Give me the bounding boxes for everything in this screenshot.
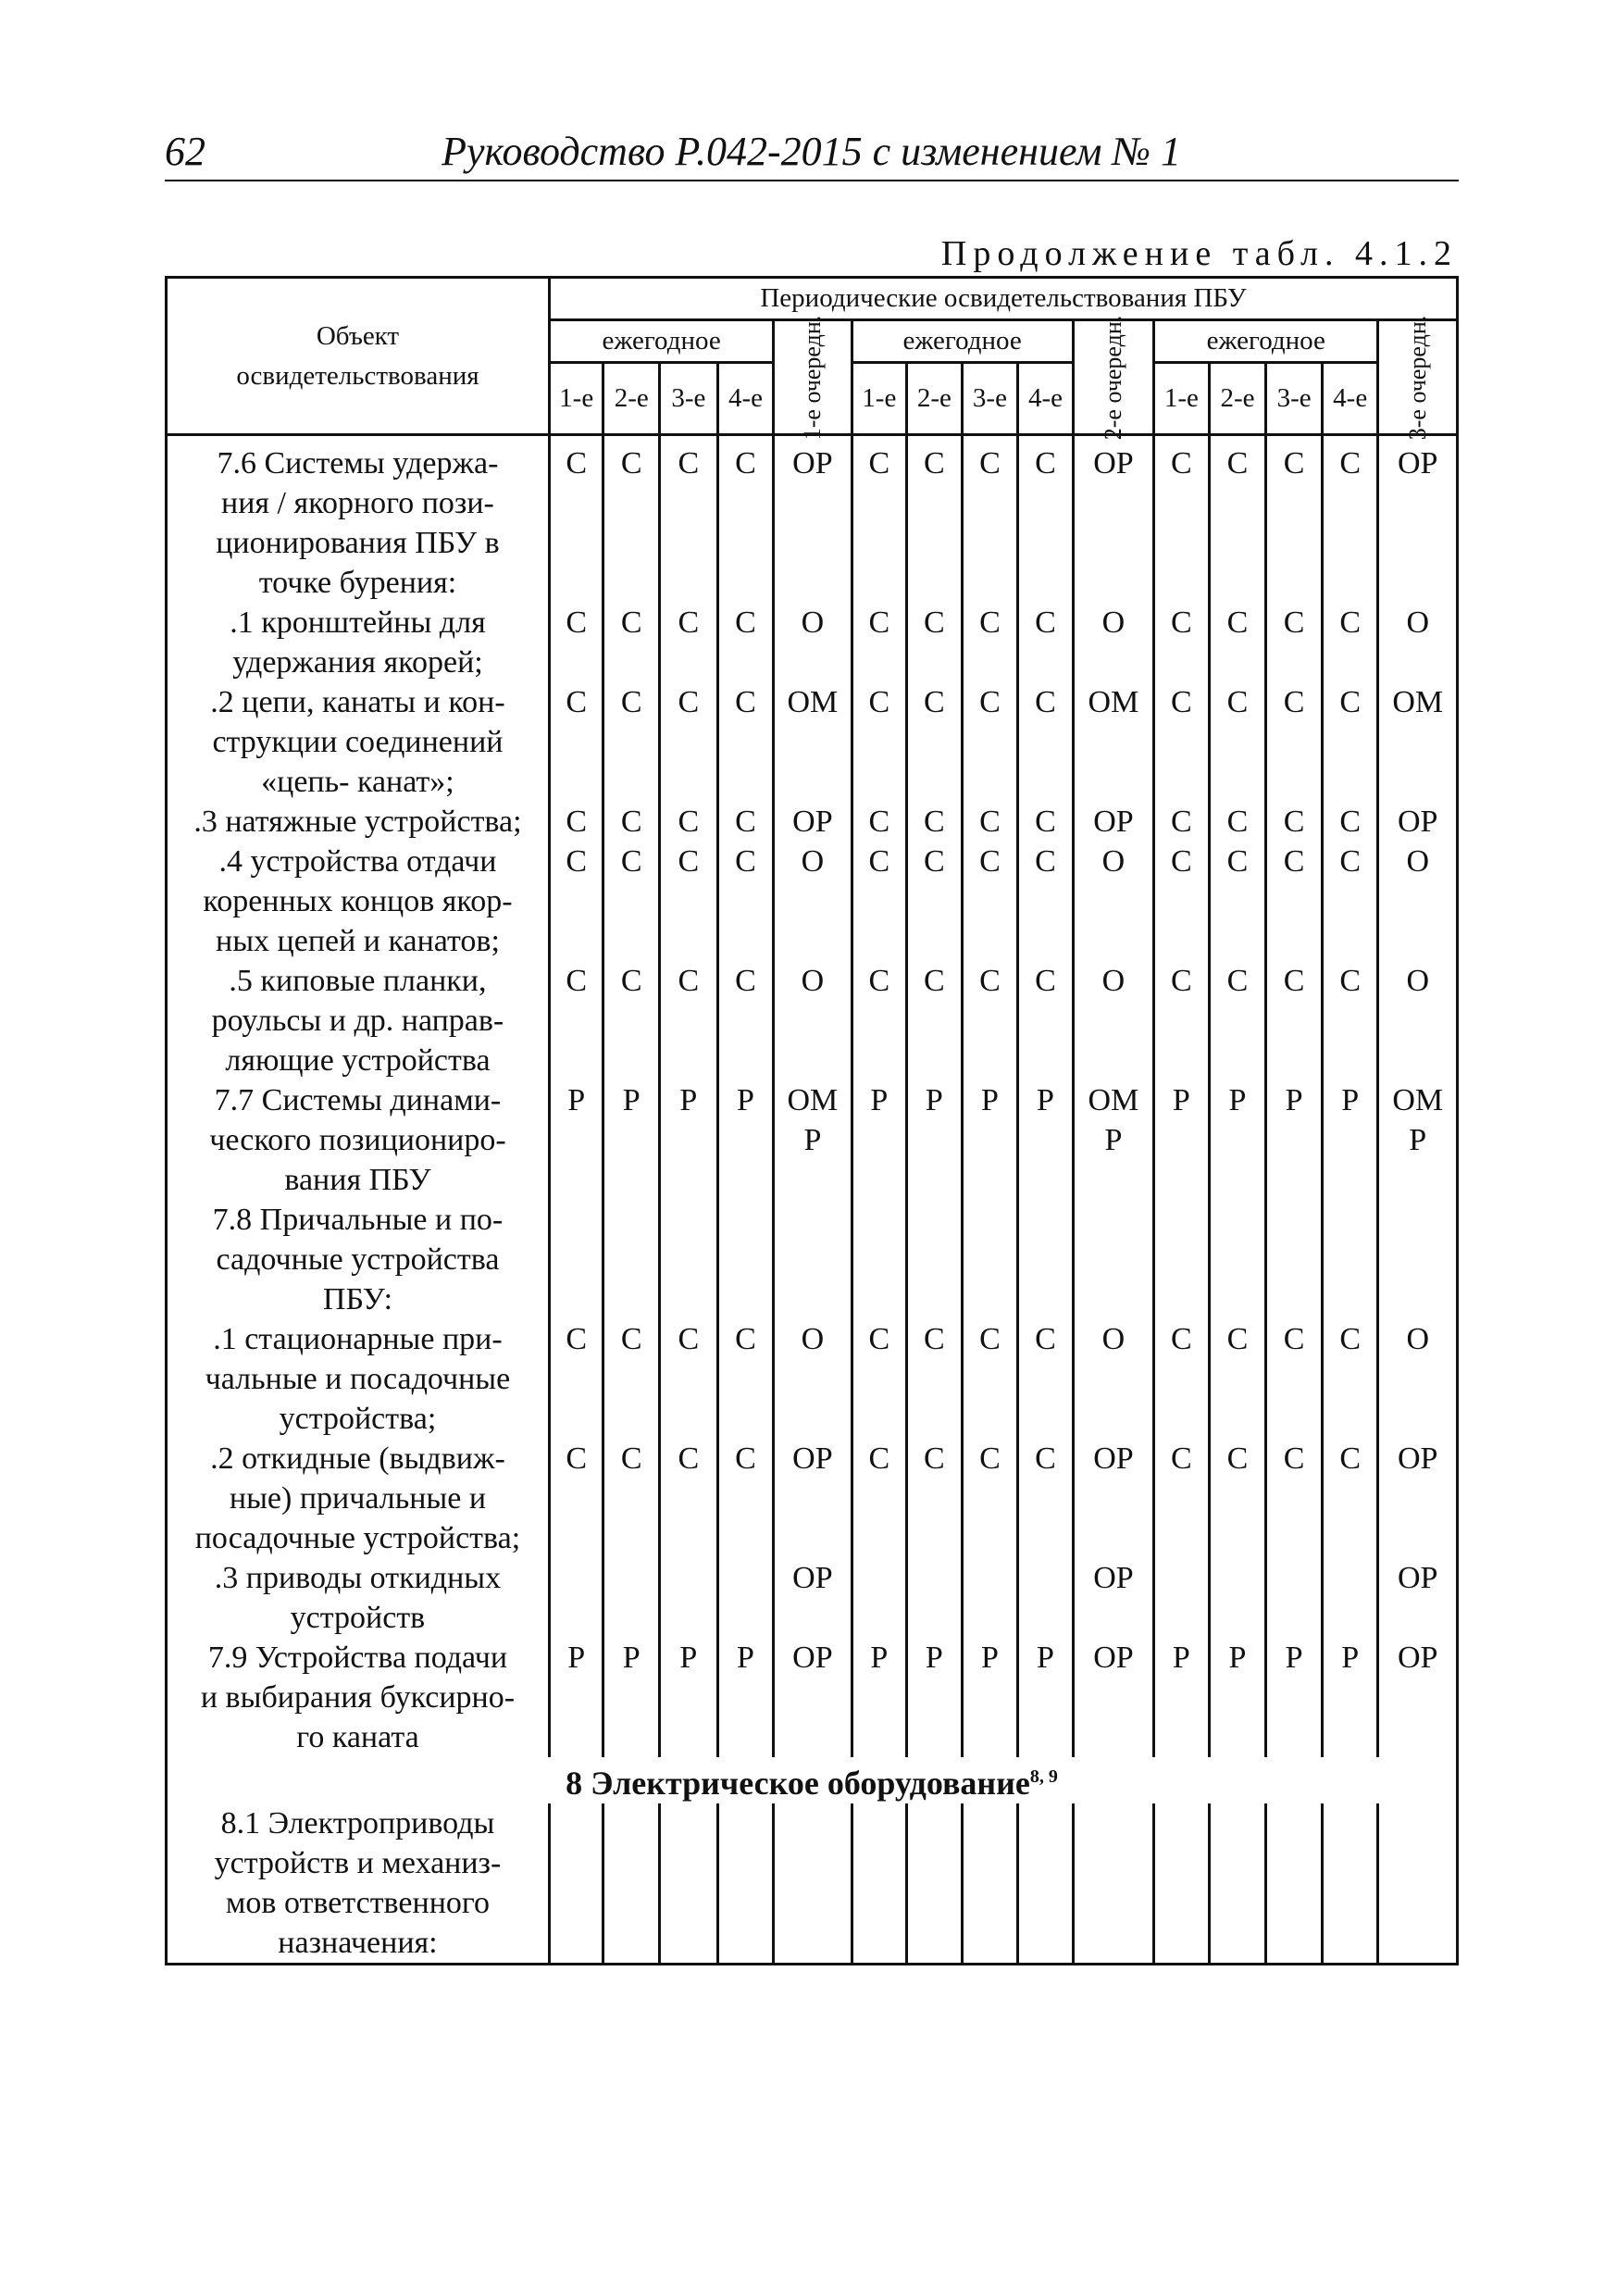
- inspection-cell: С: [603, 802, 660, 842]
- inspection-cell: [603, 1803, 660, 1965]
- inspection-cell: [962, 1558, 1018, 1638]
- inspection-cell: [962, 1803, 1018, 1965]
- inspection-cell: О: [774, 603, 852, 682]
- sub-header: 3-е: [660, 363, 718, 435]
- inspection-cell: С: [907, 435, 963, 604]
- inspection-cell: С: [717, 842, 774, 961]
- inspection-cell: С: [1322, 682, 1378, 802]
- inspection-cell: [1209, 1200, 1266, 1319]
- inspection-cell: Р: [1322, 1638, 1378, 1757]
- inspection-cell: С: [1209, 1319, 1266, 1439]
- page-number: 62: [165, 129, 205, 174]
- inspection-cell: [717, 1200, 774, 1319]
- sub-header: 2-е: [1209, 363, 1266, 435]
- inspection-cell: [852, 1558, 907, 1638]
- inspection-cell: [1209, 1558, 1266, 1638]
- inspection-cell: ОР: [1073, 802, 1153, 842]
- inspection-cell: О: [1073, 842, 1153, 961]
- inspection-cell: Р: [1154, 1638, 1210, 1757]
- inspection-cell: С: [962, 842, 1018, 961]
- inspection-cell: [774, 1200, 852, 1319]
- table-row: [167, 802, 1458, 842]
- inspection-cell: С: [549, 1439, 603, 1558]
- inspection-cell: С: [1266, 682, 1323, 802]
- inspection-cell: [852, 1200, 907, 1319]
- inspection-cell: Р: [717, 1080, 774, 1200]
- inspection-cell: С: [1266, 435, 1323, 604]
- inspection-cell: С: [660, 842, 718, 961]
- inspection-cell: [962, 1200, 1018, 1319]
- annual-header-2: ежегодное: [852, 320, 1073, 363]
- sub-header: 1-е: [549, 363, 603, 435]
- inspection-cell: С: [1154, 1319, 1210, 1439]
- inspection-cell: С: [1018, 802, 1074, 842]
- inspection-cell: С: [852, 682, 907, 802]
- inspection-cell: [660, 1558, 718, 1638]
- inspection-cell: ОР: [1378, 435, 1458, 604]
- inspection-cell: С: [1209, 842, 1266, 961]
- inspection-cell: С: [1266, 603, 1323, 682]
- inspection-cell: Р: [907, 1638, 963, 1757]
- table-row: [167, 1558, 1458, 1638]
- inspection-cell: [1266, 1200, 1323, 1319]
- sub-header: 2-е: [907, 363, 963, 435]
- inspection-cell: С: [907, 603, 963, 682]
- inspection-cell: С: [660, 1439, 718, 1558]
- sub-header: 2-е: [603, 363, 660, 435]
- inspection-cell: С: [1266, 1439, 1323, 1558]
- inspection-cell: С: [717, 435, 774, 604]
- inspection-cell: С: [717, 1439, 774, 1558]
- special-header-1: 1-е очередн.: [774, 320, 852, 435]
- inspection-cell: ОМ: [774, 682, 852, 802]
- inspection-cell: С: [549, 682, 603, 802]
- inspection-cell: С: [603, 842, 660, 961]
- object-label: .2 откидные (выдвиж- ные) причальные и посадочные устройства;: [167, 1439, 550, 1558]
- inspection-cell: С: [1154, 842, 1210, 961]
- inspection-cell: С: [907, 802, 963, 842]
- inspection-cell: С: [907, 1319, 963, 1439]
- inspection-cell: С: [1154, 435, 1210, 604]
- inspection-cell: ОР: [1073, 1558, 1153, 1638]
- inspection-cell: Р: [962, 1638, 1018, 1757]
- inspection-cell: С: [1154, 603, 1210, 682]
- object-label: .2 цепи, канаты и кон- струкции соединений «цепь- канат»;: [167, 682, 550, 802]
- table-row: [167, 1439, 1458, 1558]
- inspection-cell: [1322, 1558, 1378, 1638]
- inspection-cell: С: [962, 961, 1018, 1080]
- header-rule: [165, 180, 1459, 181]
- inspection-cell: С: [1322, 1439, 1378, 1558]
- inspection-cell: ОР: [1378, 1638, 1458, 1757]
- inspection-cell: С: [852, 603, 907, 682]
- inspection-cell: [549, 1200, 603, 1319]
- inspection-cell: Р: [660, 1638, 718, 1757]
- inspection-cell: О: [1378, 961, 1458, 1080]
- table-row: [167, 1638, 1458, 1757]
- inspection-cell: С: [907, 1439, 963, 1558]
- sub-header: 4-е: [1018, 363, 1074, 435]
- inspection-cell: С: [549, 1319, 603, 1439]
- inspection-cell: С: [1266, 961, 1323, 1080]
- inspection-cell: С: [1322, 961, 1378, 1080]
- inspection-cell: С: [603, 1439, 660, 1558]
- inspection-cell: С: [1154, 802, 1210, 842]
- inspection-cell: ОР: [1378, 1558, 1458, 1638]
- object-label: 7.6 Системы удержа- ния / якорного пози- ционирования ПБУ в точке бурения:: [167, 435, 550, 604]
- table-row: [167, 1803, 1458, 1965]
- inspection-cell: [1073, 1803, 1153, 1965]
- special-header-2: 2-е очередн.: [1073, 320, 1153, 435]
- inspection-cell: О: [774, 842, 852, 961]
- inspection-cell: [1209, 1803, 1266, 1965]
- object-label: .4 устройства отдачи коренных концов якор- ных цепей и канатов;: [167, 842, 550, 961]
- inspection-cell: [717, 1558, 774, 1638]
- inspection-table: [165, 276, 1459, 1965]
- inspection-cell: [1018, 1558, 1074, 1638]
- inspection-cell: С: [1018, 1439, 1074, 1558]
- inspection-cell: С: [1154, 682, 1210, 802]
- inspection-cell: [1378, 1803, 1458, 1965]
- object-label: .5 киповые планки, роульсы и др. направ- ляющие устройства: [167, 961, 550, 1080]
- inspection-cell: [907, 1803, 963, 1965]
- annual-header-3: ежегодное: [1154, 320, 1378, 363]
- inspection-cell: [1018, 1803, 1074, 1965]
- inspection-cell: С: [962, 435, 1018, 604]
- inspection-cell: С: [962, 603, 1018, 682]
- inspection-cell: ОР: [774, 1439, 852, 1558]
- inspection-cell: Р: [1266, 1080, 1323, 1200]
- inspection-cell: С: [603, 435, 660, 604]
- inspection-cell: С: [1018, 961, 1074, 1080]
- inspection-cell: С: [907, 682, 963, 802]
- sub-header: 1-е: [1154, 363, 1210, 435]
- inspection-cell: Р: [1154, 1080, 1210, 1200]
- inspection-cell: С: [852, 842, 907, 961]
- inspection-cell: [907, 1200, 963, 1319]
- inspection-cell: Р: [603, 1080, 660, 1200]
- inspection-cell: С: [1322, 802, 1378, 842]
- object-label: .1 стационарные при- чальные и посадочные устройства;: [167, 1319, 550, 1439]
- inspection-cell: С: [660, 961, 718, 1080]
- inspection-cell: Р: [852, 1080, 907, 1200]
- object-label: 7.7 Системы динами- ческого позициониро- вания ПБУ: [167, 1080, 550, 1200]
- inspection-cell: С: [1266, 1319, 1323, 1439]
- inspection-cell: С: [852, 802, 907, 842]
- inspection-cell: С: [660, 603, 718, 682]
- inspection-cell: С: [549, 961, 603, 1080]
- inspection-cell: С: [962, 802, 1018, 842]
- inspection-cell: О: [1073, 961, 1153, 1080]
- inspection-cell: С: [603, 1319, 660, 1439]
- inspection-cell: [1322, 1200, 1378, 1319]
- table-row: [167, 1080, 1458, 1200]
- inspection-cell: Р: [1322, 1080, 1378, 1200]
- inspection-cell: [660, 1803, 718, 1965]
- inspection-cell: [549, 1558, 603, 1638]
- section-row: [167, 1757, 1458, 1803]
- table-row: [167, 682, 1458, 802]
- inspection-cell: С: [962, 1319, 1018, 1439]
- inspection-cell: Р: [549, 1638, 603, 1757]
- inspection-cell: С: [549, 603, 603, 682]
- inspection-cell: С: [1322, 842, 1378, 961]
- inspection-cell: С: [603, 682, 660, 802]
- inspection-cell: С: [660, 1319, 718, 1439]
- inspection-cell: ОР: [1073, 435, 1153, 604]
- inspection-cell: С: [1322, 435, 1378, 604]
- inspection-cell: О: [1378, 842, 1458, 961]
- inspection-cell: С: [852, 1319, 907, 1439]
- inspection-cell: С: [1266, 802, 1323, 842]
- inspection-cell: ОМ: [1378, 682, 1458, 802]
- table-row: [167, 842, 1458, 961]
- inspection-cell: [1266, 1558, 1323, 1638]
- inspection-cell: С: [1018, 842, 1074, 961]
- inspection-cell: ОР: [1073, 1439, 1153, 1558]
- inspection-cell: С: [852, 1439, 907, 1558]
- inspection-cell: [1018, 1200, 1074, 1319]
- inspection-cell: Р: [852, 1638, 907, 1757]
- object-label: .3 натяжные устройства;: [167, 802, 550, 842]
- inspection-cell: С: [1018, 603, 1074, 682]
- inspection-cell: С: [717, 961, 774, 1080]
- inspection-cell: С: [907, 842, 963, 961]
- inspection-cell: С: [852, 435, 907, 604]
- inspection-cell: С: [549, 842, 603, 961]
- inspection-cell: С: [962, 1439, 1018, 1558]
- inspection-cell: С: [1209, 802, 1266, 842]
- inspection-cell: [1154, 1200, 1210, 1319]
- inspection-cell: С: [962, 682, 1018, 802]
- inspection-cell: С: [660, 802, 718, 842]
- inspection-cell: С: [603, 603, 660, 682]
- object-header: Объект освидетельствования: [167, 278, 550, 435]
- inspection-cell: О: [1073, 603, 1153, 682]
- inspection-cell: С: [717, 603, 774, 682]
- inspection-cell: [774, 1803, 852, 1965]
- inspection-cell: С: [549, 802, 603, 842]
- table-row: [167, 961, 1458, 1080]
- sub-header: 4-е: [717, 363, 774, 435]
- inspection-cell: О: [1073, 1319, 1153, 1439]
- inspection-cell: ОР: [774, 802, 852, 842]
- inspection-cell: ОР: [774, 1638, 852, 1757]
- object-label: .3 приводы откидных устройств: [167, 1558, 550, 1638]
- inspection-cell: С: [1209, 603, 1266, 682]
- inspection-cell: С: [1209, 435, 1266, 604]
- inspection-cell: С: [1154, 961, 1210, 1080]
- inspection-cell: Р: [1209, 1080, 1266, 1200]
- inspection-cell: С: [1209, 1439, 1266, 1558]
- inspection-cell: ОР: [774, 1558, 852, 1638]
- periodic-header: Периодические освидетельствования ПБУ: [549, 278, 1457, 320]
- inspection-cell: [660, 1200, 718, 1319]
- inspection-cell: С: [1322, 1319, 1378, 1439]
- inspection-cell: ОР: [774, 435, 852, 604]
- inspection-cell: С: [1018, 435, 1074, 604]
- object-label: 8.1 Электроприводы устройств и механиз- мов ответственного назначения:: [167, 1803, 550, 1965]
- inspection-cell: [852, 1803, 907, 1965]
- sub-header: 4-е: [1322, 363, 1378, 435]
- inspection-cell: [717, 1803, 774, 1965]
- inspection-cell: С: [660, 435, 718, 604]
- inspection-cell: С: [717, 802, 774, 842]
- inspection-cell: Р: [1209, 1638, 1266, 1757]
- inspection-cell: С: [1209, 961, 1266, 1080]
- inspection-cell: С: [603, 961, 660, 1080]
- annual-header-1: ежегодное: [549, 320, 773, 363]
- special-header-3: 3-е очередн.: [1378, 320, 1458, 435]
- page-header: [165, 128, 1459, 183]
- section-title: 8 Электрическое оборудование$^{8, 9}$: [167, 1757, 1458, 1803]
- inspection-cell: [1322, 1803, 1378, 1965]
- inspection-cell: ОМ: [1073, 682, 1153, 802]
- inspection-cell: О: [774, 1319, 852, 1439]
- sub-header: 3-е: [962, 363, 1018, 435]
- inspection-cell: С: [1209, 682, 1266, 802]
- inspection-cell: С: [1322, 603, 1378, 682]
- inspection-cell: С: [717, 1319, 774, 1439]
- inspection-cell: [1154, 1803, 1210, 1965]
- inspection-cell: О: [1378, 603, 1458, 682]
- inspection-cell: ОМ Р: [774, 1080, 852, 1200]
- inspection-cell: Р: [549, 1080, 603, 1200]
- inspection-cell: [549, 1803, 603, 1965]
- inspection-cell: Р: [603, 1638, 660, 1757]
- sub-header: 1-е: [852, 363, 907, 435]
- running-title: Руководство Р.042-2015 с изменением № 1: [442, 129, 1181, 174]
- object-label: 7.9 Устройства подачи и выбирания буксирно- го каната: [167, 1638, 550, 1757]
- table-continuation-label: Продолжение табл. 4.1.2: [940, 234, 1458, 273]
- inspection-cell: [907, 1558, 963, 1638]
- inspection-cell: О: [1378, 1319, 1458, 1439]
- inspection-cell: С: [660, 682, 718, 802]
- inspection-cell: С: [1018, 682, 1074, 802]
- object-label: 7.8 Причальные и по- садочные устройства ПБУ:: [167, 1200, 550, 1319]
- table-row: [167, 1200, 1458, 1319]
- inspection-cell: С: [1018, 1319, 1074, 1439]
- inspection-cell: ОР: [1073, 1638, 1153, 1757]
- object-label: .1 кронштейны для удержания якорей;: [167, 603, 550, 682]
- inspection-cell: Р: [962, 1080, 1018, 1200]
- sub-header: 3-е: [1266, 363, 1323, 435]
- inspection-cell: Р: [1018, 1080, 1074, 1200]
- inspection-cell: Р: [907, 1080, 963, 1200]
- inspection-cell: [603, 1558, 660, 1638]
- inspection-cell: С: [852, 961, 907, 1080]
- inspection-cell: С: [1154, 1439, 1210, 1558]
- inspection-cell: С: [717, 682, 774, 802]
- table-row: [167, 435, 1458, 604]
- inspection-cell: Р: [1266, 1638, 1323, 1757]
- inspection-cell: Р: [717, 1638, 774, 1757]
- table-row: [167, 1319, 1458, 1439]
- inspection-cell: О: [774, 961, 852, 1080]
- inspection-cell: Р: [1018, 1638, 1074, 1757]
- inspection-cell: [1154, 1558, 1210, 1638]
- inspection-cell: ОР: [1378, 802, 1458, 842]
- inspection-cell: С: [549, 435, 603, 604]
- inspection-cell: [1378, 1200, 1458, 1319]
- inspection-cell: [603, 1200, 660, 1319]
- inspection-cell: [1073, 1200, 1153, 1319]
- inspection-cell: ОМ Р: [1378, 1080, 1458, 1200]
- table-row: [167, 603, 1458, 682]
- inspection-cell: С: [907, 961, 963, 1080]
- inspection-cell: ОМ Р: [1073, 1080, 1153, 1200]
- inspection-cell: ОР: [1378, 1439, 1458, 1558]
- inspection-cell: [1266, 1803, 1323, 1965]
- inspection-cell: С: [1266, 842, 1323, 961]
- inspection-cell: Р: [660, 1080, 718, 1200]
